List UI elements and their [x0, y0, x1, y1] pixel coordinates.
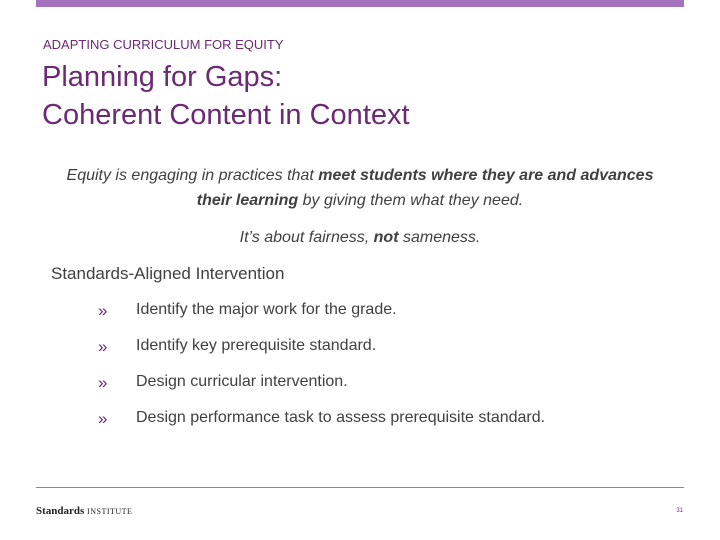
chevron-bullet-icon: »: [98, 373, 108, 392]
quote-bold: meet students where they are and advances their learning: [196, 167, 654, 209]
list-item: [98, 301, 545, 337]
list-item: [98, 373, 545, 409]
chevron-bullet-icon: »: [98, 337, 108, 356]
logo-bold-text: Standards: [36, 505, 85, 517]
title-line-1: Planning for Gaps:: [42, 61, 283, 93]
quote-part-1: Equity is engaging in practices that: [66, 167, 319, 184]
chevron-bullet-icon: »: [98, 409, 108, 428]
title-line-2: Coherent Content in Context: [42, 99, 410, 131]
intervention-list: [98, 301, 545, 445]
fair-part-b: sameness.: [398, 229, 481, 246]
list-item: [98, 409, 545, 445]
footer-divider: [36, 487, 684, 488]
fair-part-a: It’s about fairness,: [239, 229, 374, 246]
list-item: [98, 337, 545, 373]
list-item-text: Identify the major work for the grade.: [136, 301, 397, 318]
quote-part-2: by giving them what they need.: [298, 192, 524, 209]
fairness-statement: [56, 229, 664, 247]
standards-institute-logo: [36, 505, 132, 517]
top-accent-bar: [36, 0, 684, 7]
list-item-text: Design curricular intervention.: [136, 373, 348, 390]
page-number: 31: [676, 508, 683, 514]
list-item-text: Identify key prerequisite standard.: [136, 337, 377, 354]
section-eyebrow: ADAPTING CURRICULUM FOR EQUITY: [43, 37, 284, 52]
page-title: [42, 58, 410, 134]
chevron-bullet-icon: »: [98, 301, 108, 320]
equity-quote: [56, 163, 664, 213]
fair-bold: not: [373, 229, 399, 246]
section-heading: Standards-Aligned Intervention: [51, 264, 285, 283]
logo-small-text: INSTITUTE: [87, 507, 133, 516]
list-item-text: Design performance task to assess prerequisite standard.: [136, 409, 546, 426]
